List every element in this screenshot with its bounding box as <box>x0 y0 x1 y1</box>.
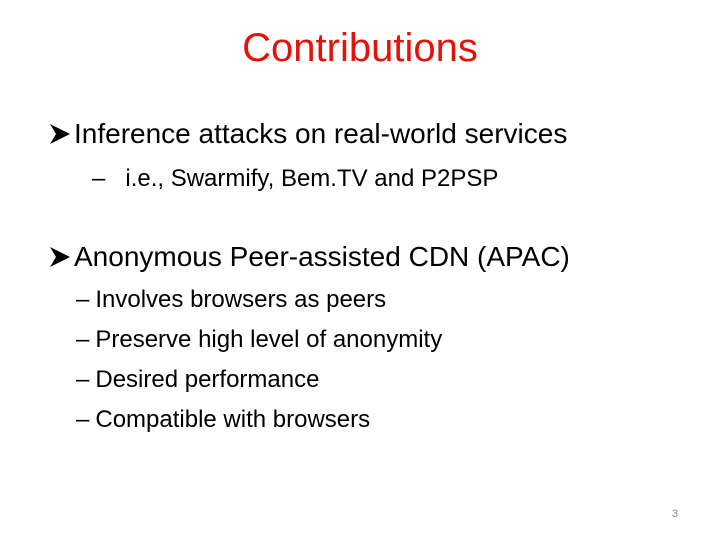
sub-bullet-text: Involves browsers as peers <box>95 286 387 313</box>
arrow-bullet-icon <box>48 121 72 147</box>
sub-bullet-text: Preserve high level of anonymity <box>95 326 443 353</box>
bullet-text: Inference attacks on real-world services <box>74 118 568 149</box>
bullet-item <box>48 118 567 150</box>
sub-bullet-text: Desired performance <box>95 366 320 393</box>
dash-bullet: – <box>92 165 106 192</box>
sub-bullet-item <box>76 406 370 434</box>
bullet-item <box>48 241 570 273</box>
sub-bullet-item <box>92 165 498 193</box>
dash-bullet: – <box>76 366 90 393</box>
dash-bullet: – <box>76 326 90 353</box>
sub-bullet-text: Compatible with browsers <box>95 406 371 433</box>
sub-bullet-item <box>76 326 442 354</box>
sub-bullet-text: i.e., Swarmify, Bem.TV and P2PSP <box>125 165 499 192</box>
dash-bullet: – <box>76 286 90 313</box>
arrow-bullet-icon <box>48 244 72 270</box>
slide-title: Contributions <box>242 26 478 70</box>
sub-bullet-item <box>76 366 319 394</box>
dash-bullet: – <box>76 406 90 433</box>
bullet-text: Anonymous Peer-assisted CDN (APAC) <box>74 241 570 272</box>
page-number: 3 <box>671 508 678 520</box>
sub-bullet-item <box>76 286 386 314</box>
